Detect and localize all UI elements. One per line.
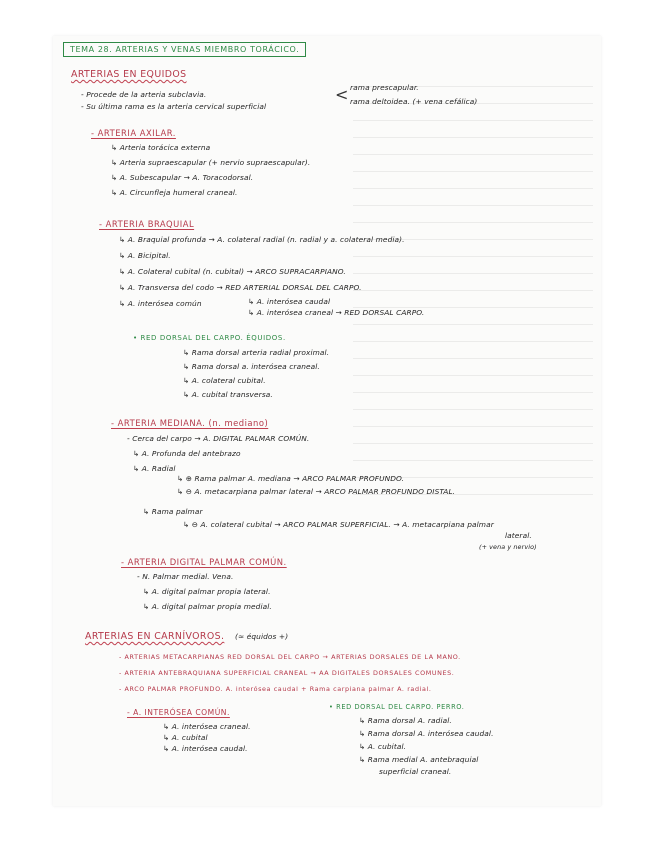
- heading-interosea-comun: - A. INTERÓSEA COMÚN.: [127, 708, 230, 717]
- mediana-item: - Cerca del carpo → A. DIGITAL PALMAR COMÚN.: [127, 434, 310, 443]
- digital-item: ↳ A. digital palmar propia medial.: [143, 602, 272, 611]
- axilar-item: ↳ A. Subescapular → A. Toracodorsal.: [111, 173, 254, 182]
- heading-red-dorsal-carpo-equidos: • RED DORSAL DEL CARPO. ÉQUIDOS.: [133, 334, 286, 342]
- section-heading-equidos: ARTERIAS EN EQUIDOS: [71, 69, 187, 80]
- mediana-item: (+ vena y nervio): [479, 543, 537, 551]
- interosea-comun-item: ↳ A. interósea caudal.: [163, 744, 248, 753]
- axilar-item: ↳ Arteria supraescapular (+ nervio supraescapular).: [111, 158, 311, 167]
- perro-item: ↳ Rama dorsal A. interósea caudal.: [359, 729, 494, 738]
- heading-arteria-braquial: - ARTERIA BRAQUIAL: [99, 219, 195, 229]
- branch-deltoidea: rama deltoidea. (+ vena cefálica): [350, 97, 478, 106]
- axilar-item: ↳ Arteria torácica externa: [111, 143, 211, 152]
- mediana-item: lateral.: [505, 531, 532, 540]
- heading-arteria-mediana: - ARTERIA MEDIANA. (n. mediano): [111, 418, 269, 428]
- heading-red-dorsal-carpo-perro: • RED DORSAL DEL CARPO. PERRO.: [329, 703, 465, 711]
- mediana-item: ↳ ⊖ A. metacarpiana palmar lateral → ARCO PALMAR PROFUNDO DISTAL.: [177, 487, 456, 496]
- interosea-branch: ↳ A. interósea craneal → RED DORSAL CARPO.: [248, 308, 425, 317]
- braquial-item: ↳ A. Bicipital.: [119, 251, 171, 260]
- mediana-item: ↳ A. Profunda del antebrazo: [133, 449, 241, 458]
- braquial-item: ↳ A. interósea común: [119, 299, 202, 308]
- red-dorsal-item: ↳ Rama dorsal a. interósea craneal.: [183, 362, 320, 371]
- intro-line-1: - Procede de la arteria subclavia.: [81, 90, 207, 99]
- interosea-branch: ↳ A. interósea caudal: [248, 297, 331, 306]
- mediana-item: ↳ Rama palmar: [143, 507, 203, 516]
- perro-item: superficial craneal.: [379, 767, 452, 776]
- perro-item: ↳ A. cubital.: [359, 742, 407, 751]
- note-sheet: [53, 36, 601, 806]
- braquial-item: ↳ A. Transversa del codo → RED ARTERIAL DORSAL DEL CARPO.: [119, 283, 362, 292]
- mediana-item: ↳ ⊖ A. colateral cubital → ARCO PALMAR SUPERFICIAL. → A. metacarpiana palmar: [183, 520, 494, 529]
- carnivoros-item: - ARCO PALMAR PROFUNDO. A. interósea caudal + Rama carpiana palmar A. radial.: [119, 685, 432, 693]
- brace-icon: <: [335, 85, 349, 104]
- mediana-item: ↳ A. Radial: [133, 464, 176, 473]
- red-dorsal-item: ↳ A. colateral cubital.: [183, 376, 266, 385]
- red-dorsal-item: ↳ Rama dorsal arteria radial proximal.: [183, 348, 330, 357]
- carnivoros-note: (≈ équidos +): [235, 632, 289, 641]
- perro-item: ↳ Rama medial A. antebraquial: [359, 755, 479, 764]
- heading-arteria-axilar: - ARTERIA AXILAR.: [91, 128, 176, 138]
- interosea-comun-item: ↳ A. interósea craneal.: [163, 722, 251, 731]
- axilar-item: ↳ A. Circunfleja humeral craneal.: [111, 188, 238, 197]
- section-heading-carnivoros: ARTERIAS EN CARNÍVOROS.: [85, 631, 225, 642]
- perro-item: ↳ Rama dorsal A. radial.: [359, 716, 452, 725]
- digital-item: - N. Palmar medial. Vena.: [137, 572, 234, 581]
- mediana-item: ↳ ⊕ Rama palmar A. mediana → ARCO PALMAR PROFUNDO.: [177, 474, 405, 483]
- braquial-item: ↳ A. Colateral cubital (n. cubital) → ARCO SUPRACARPIANO.: [119, 267, 346, 276]
- digital-item: ↳ A. digital palmar propia lateral.: [143, 587, 271, 596]
- carnivoros-item: - ARTERIAS METACARPIANAS RED DORSAL DEL CARPO → ARTERIAS DORSALES DE LA MANO.: [119, 653, 461, 661]
- page-title: TEMA 28. ARTERIAS Y VENAS MIEMBRO TORÁCICO.: [63, 42, 306, 57]
- carnivoros-item: - ARTERIA ANTEBRAQUIANA SUPERFICIAL CRANEAL → AA DIGITALES DORSALES COMUNES.: [119, 669, 455, 677]
- heading-arteria-digital-palmar: - ARTERIA DIGITAL PALMAR COMÚN.: [121, 557, 287, 567]
- braquial-item: ↳ A. Braquial profunda → A. colateral radial (n. radial y a. colateral media).: [119, 235, 405, 244]
- branch-prescapular: rama prescapular.: [350, 83, 419, 92]
- red-dorsal-item: ↳ A. cubital transversa.: [183, 390, 273, 399]
- bleed-through-texture: [353, 76, 593, 506]
- intro-line-2: - Su última rama es la arteria cervical superficial: [81, 102, 267, 111]
- interosea-comun-item: ↳ A. cubital: [163, 733, 208, 742]
